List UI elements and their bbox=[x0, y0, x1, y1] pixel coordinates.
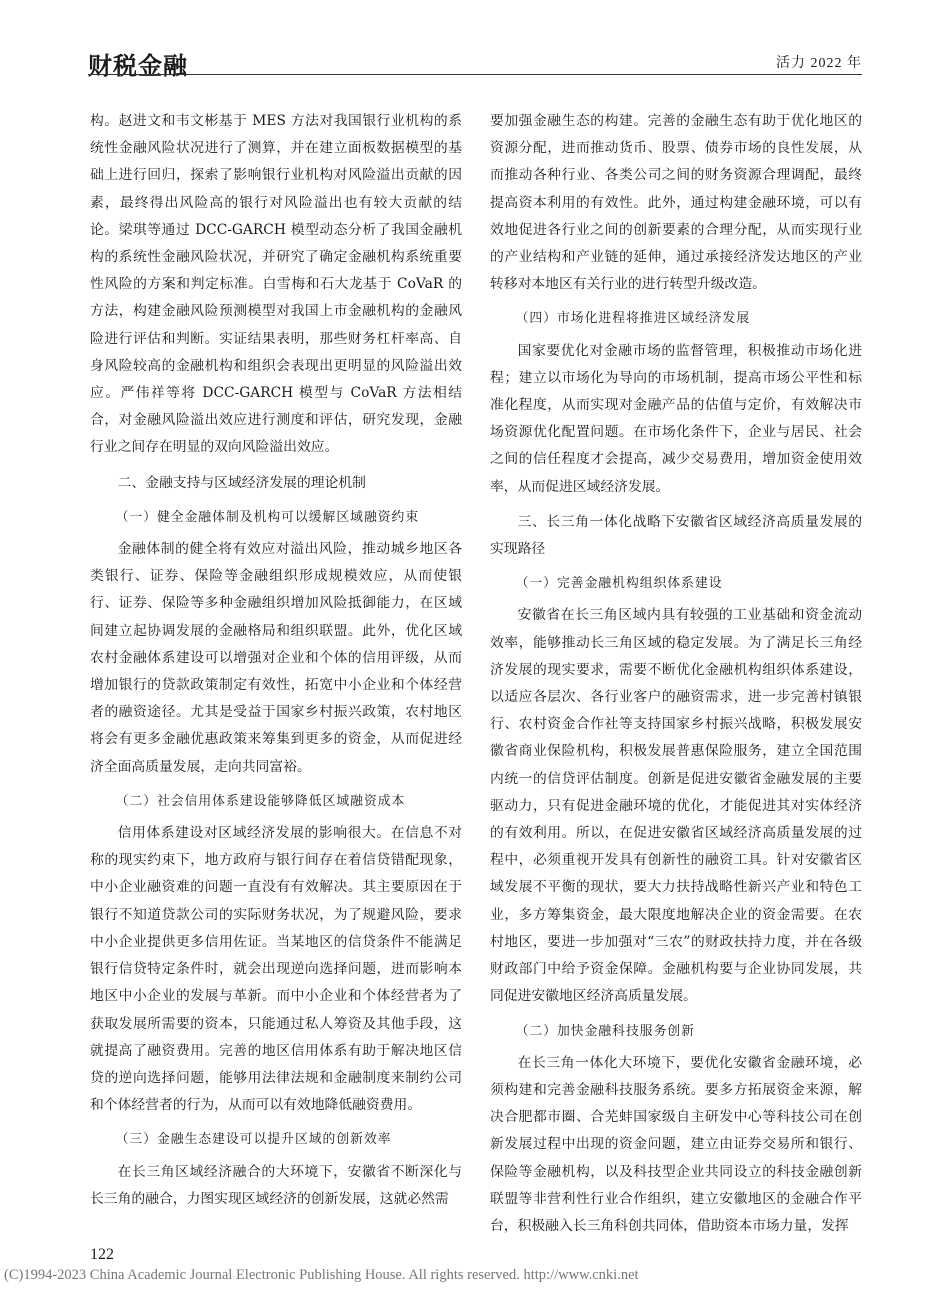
body-paragraph: 安徽省在长三角区域内具有较强的工业基础和资金流动效率，能够推动长三角区域的稳定发展。为了满足长三角经济发展的现实要求，需要不断优化金融机构组织体系建设，以适应各层次、各行业客户的融资需求，进一步完善村镇银行、农村资金合作社等支持国家乡村振兴战略，积极发展安徽省商业保险机构，积极发展普惠保险服务，建立全国范围内统一的信贷评估制度。创新是促进安徽省金融发展的主要驱动力，只有促进金融环境的优化，才能促进其对实体经济的有效利用。所以，在促进安徽省区域经济高质量发展的过程中，必须重视开发具有创新性的融资工具。针对安徽省区域发展不平衡的现状，要大力扶持战略性新兴产业和特色工业，多方筹集资金，最大限度地解决企业的资金需要。在农村地区，要进一步加强对“三农”的财政扶持力度，并在各级财政部门中给予资金保障。金融机构要与企业协同发展，共同促进安徽地区经济高质量发展。 bbox=[490, 607, 862, 1005]
body-paragraph: 构。赵进文和韦文彬基于 MES 方法对我国银行业机构的系统性金融风险状况进行了测算，并在建立面板数据模型的基础上进行回归，探索了影响银行业机构对风险溢出贡献的因素，最终得出风险高的银行对风险溢出也有较大贡献的结论。梁琪等通过 DCC-GARCH 模型动态分析了我国金融机构的系统性金融风险状况，并研究了确定金融机构系统重要性风险的方案和判定标准。白雪梅和石大龙基于 CoVaR 的方法，构建金融风险预测模型对我国上市金融机构的金融风险进行评估和判断。实证结果表明，那些财务杠杆率高、自身风险较高的金融机构和组织会表现出更明显的风险溢出效应。严伟祥等将 DCC-GARCH 模型与 CoVaR 方法相结合，对金融风险溢出效应进行测度和评估，研究发现，金融行业之间存在明显的双向风险溢出效应。 bbox=[90, 113, 462, 456]
section-heading: 二、金融支持与区域经济发展的理论机制 bbox=[117, 474, 366, 491]
journal-section-title: 财税金融 bbox=[88, 52, 188, 80]
section-heading: 三、长三角一体化战略下安徽省区域经济高质量发展的实现路径 bbox=[490, 513, 862, 558]
journal-issue: 活力 2022 年 bbox=[776, 56, 862, 71]
left-column bbox=[90, 108, 462, 1213]
body-paragraph: 信用体系建设对区域经济发展的影响很大。在信息不对称的现实约束下，地方政府与银行间存在着信贷错配现象，中小企业融资难的问题一直没有有效解决。其主要原因在于银行不知道贷款公司的实际财务状况，为了规避风险，要求中小企业提供更多信用佐证。当某地区的信贷条件不能满足银行信贷特定条件时，就会出现逆向选择问题，进而影响本地区中小企业的发展与革新。而中小企业和个体经营者为了获取发展所需要的资本，只能通过私人筹资及其他手段，这就提高了融资费用。完善的地区信用体系有助于解决地区信贷的逆向选择问题，能够用法律法规和金融制度来制约公司和个体经营者的行为，从而可以有效地降低融资费用。 bbox=[90, 825, 462, 1114]
subsection-heading: （一）完善金融机构组织体系建设 bbox=[515, 576, 723, 592]
body-paragraph: 国家要优化对金融市场的监督管理，积极推动市场化进程；建立以市场化为导向的市场机制，提高市场公平性和标准化程度，从而实现对金融产品的估值与定价，有效解决市场资源优化配置问题。在市场化条件下，企业与居民、社会之间的信任程度才会提高，减少交易费用，增加资金使用效率，从而促进区域经济发展。 bbox=[490, 342, 862, 495]
subsection-heading: （一）健全金融体制及机构可以缓解区域融资约束 bbox=[115, 509, 420, 525]
body-paragraph: 在长三角区域经济融合的大环境下，安徽省不断深化与长三角的融合，力图实现区域经济的创新发展，这就必然需 bbox=[90, 1163, 462, 1207]
subsection-heading: （二）加快金融科技服务创新 bbox=[515, 1023, 695, 1039]
subsection-heading: （三）金融生态建设可以提升区域的创新效率 bbox=[115, 1132, 392, 1148]
header-divider bbox=[88, 74, 862, 75]
body-paragraph: 要加强金融生态的构建。完善的金融生态有助于优化地区的资源分配，进而推动货币、股票、债券市场的良性发展，从而推动各种行业、各类公司之间的财务资源合理调配，最终提高资本利用的有效性。此外，通过构建金融环境，可以有效地促进各行业之间的创新要素的合理分配，从而实现行业的产业结构和产业链的延伸，通过承接经济发达地区的产业转移对本地区有关行业的进行转型升级改造。 bbox=[490, 113, 862, 293]
subsection-heading: （二）社会信用体系建设能够降低区域融资成本 bbox=[115, 793, 406, 809]
copyright-notice: (C)1994-2023 China Academic Journal Electronic Publishing House. All rights reserved. http://www.cnki.net bbox=[4, 1267, 639, 1283]
page-number: 122 bbox=[90, 1246, 114, 1263]
subsection-heading: （四）市场化进程将推进区域经济发展 bbox=[515, 311, 751, 327]
body-paragraph: 金融体制的健全将有效应对溢出风险，推动城乡地区各类银行、证券、保险等金融组织形成规模效应，从而使银行、证券、保险等多种金融组织增加风险抵御能力，在区域间建立起协调发展的金融格局和组织联盟。此外，优化区域农村金融体系建设可以增强对企业和个体的信用评级，从而增加银行的贷款政策制定有效性，拓宽中小企业和个体经营者的融资途径。尤其是受益于国家乡村振兴政策，农村地区将会有更多金融优惠政策来筹集到更多的资金，从而促进经济全面高质量发展，走向共同富裕。 bbox=[90, 541, 462, 775]
right-column bbox=[490, 108, 862, 1240]
body-paragraph: 在长三角一体化大环境下，要优化安徽省金融环境，必须构建和完善金融科技服务系统。要多方拓展资金来源，解决合肥都市圈、合芜蚌国家级自主研发中心等科技公司在创新发展过程中出现的资金问题，建立由证券交易所和银行、保险等金融机构，以及科技型企业共同设立的科技金融创新联盟等非营利性行业合作组织，建立安徽地区的金融合作平台，积极融入长三角科创共同体，借助资本市场力量，发挥 bbox=[490, 1054, 862, 1234]
